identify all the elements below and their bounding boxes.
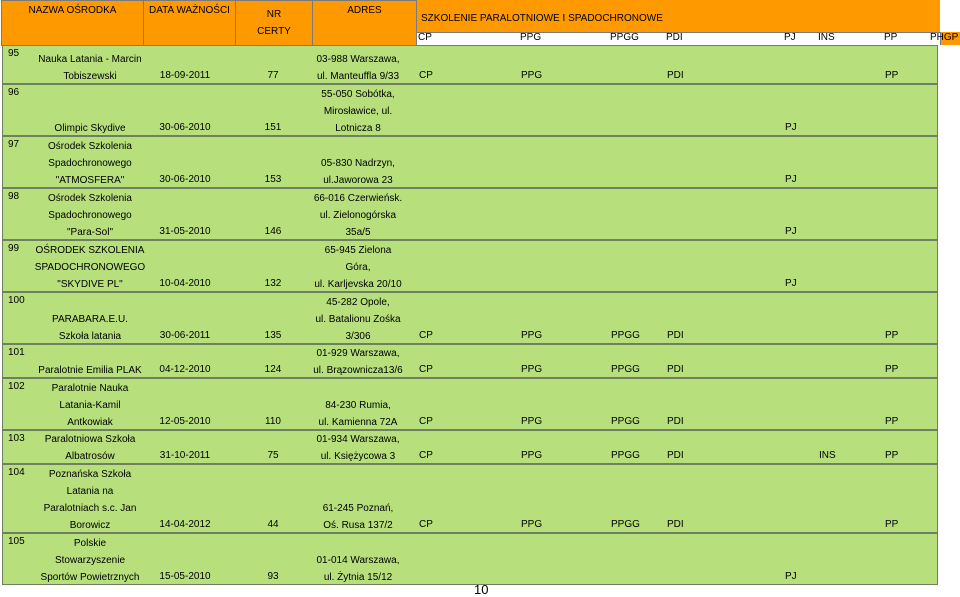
header-nr [235,0,313,46]
school-name-line: SPADOCHRONOWEGO [34,262,146,273]
header-address-label: ADRES [347,5,382,16]
school-name-line: Ośrodek Szkolenia [48,193,132,204]
validity-date: 31-05-2010 [159,226,211,237]
certificate-number: 146 [264,226,282,237]
address-line: Mirosławice, ul. [323,106,393,117]
school-name [31,380,149,431]
header-training [416,0,940,33]
header-name [1,0,144,46]
qualification-ppg: PPG [521,519,543,530]
address-line: 66-016 Czerwieńsk. [313,193,403,204]
address-line: 03-988 Warszawa, [316,54,400,65]
school-name-line: Stowarzyszenie [54,555,126,566]
row-number: 105 [8,536,25,547]
qualification-ppg: PPG [521,330,543,341]
qualification-pp: PP [885,364,899,375]
school-name-line: Polskie [73,538,107,549]
qualification-pp: PP [885,330,899,341]
table-row [2,430,938,464]
address-line: ul. Żytnia 15/12 [323,572,393,583]
school-name-line: Olimpic Skydive [54,123,126,134]
school-name-line: Ośrodek Szkolenia [48,141,132,152]
qualification-cp: CP [419,450,433,461]
table-row [2,84,938,136]
certificate-number: 44 [267,519,279,530]
address-line: ul. Kamienna 72A [318,417,398,428]
table-row [2,344,938,378]
row-number: 99 [8,243,20,254]
table-row [2,136,938,188]
table-row [2,464,938,533]
address-line: ul. Batalionu Zośka [315,314,401,325]
validity-date: 30-06-2010 [159,174,211,185]
qualification-ppg: PPG [521,364,543,375]
certificate-number: 135 [264,330,282,341]
school-name [31,362,149,379]
school-name-line: Szkoła latania [58,331,122,342]
school-name-line: Nauka Latania - Marcin [38,54,142,65]
header-nr-labels [257,6,291,40]
table-row [2,533,938,585]
qualification-pj: PJ [785,174,797,185]
qualification-pj: PJ [785,278,797,289]
validity-date: 15-05-2010 [159,571,211,582]
address-line: ul.Jaworowa 23 [323,175,393,186]
address-line: 45-282 Opole, [326,297,390,308]
address [303,431,413,465]
validity-date: 12-05-2010 [159,416,211,427]
table-row [2,378,938,430]
address [303,190,413,241]
qualification-ppgg: PPGG [611,330,640,341]
school-name-line: Latania na [66,486,114,497]
qualification-cp: CP [419,330,433,341]
qualification-pdi: PDI [667,416,684,427]
qualification-pj: PJ [785,122,797,133]
address-line: 01-014 Warszawa, [316,555,400,566]
validity-date: 18-09-2011 [159,70,211,81]
row-number: 104 [8,467,25,478]
qualification-ppgg: PPGG [611,450,640,461]
certificate-number: 77 [267,70,279,81]
qualification-pp: PP [885,450,899,461]
school-name-line: Paralotniowa Szkoła [44,434,136,445]
school-name-line: Albatrosów [65,451,115,462]
row-number: 100 [8,295,25,306]
address-line: Oś. Rusa 137/2 [323,520,393,531]
address [303,397,413,431]
address-line: 55-050 Sobótka, [321,89,395,100]
training-code-ppg: PPG [520,32,542,43]
table-row [2,292,938,344]
header-nr-line2: CERTY [257,26,291,37]
qualification-ins: INS [819,450,836,461]
school-name [31,535,149,586]
validity-date: 30-06-2011 [159,330,211,341]
school-name [31,190,149,241]
qualification-pp: PP [885,519,899,530]
address [303,86,413,137]
address-line: Lotnicza 8 [335,123,381,134]
school-name-line: Latania-Kamil [59,400,121,411]
qualification-ppg: PPG [521,70,543,81]
address-line: ul. Karljevska 20/10 [314,279,402,290]
header-training-title: SZKOLENIE PARALOTNIOWE I SPADOCHRONOWE [421,13,663,24]
training-code-pj: PJ [784,32,796,43]
certificate-number: 75 [267,450,279,461]
row-number: 97 [8,139,20,150]
school-name-line: Sportów Powietrznych [40,572,140,583]
table-row [2,240,938,292]
page-number: 10 [474,582,489,597]
address-line: ul. Księżycowa 3 [320,451,396,462]
address-line: 3/306 [345,331,371,342]
certificate-number: 132 [264,278,282,289]
qualification-pdi: PDI [667,330,684,341]
school-name-line: Tobiszewski [63,71,117,82]
school-name-line: Spadochronowego [48,158,132,169]
school-name-line: Antkowiak [67,417,113,428]
table-row [2,45,938,84]
training-code-ins: INS [818,32,835,43]
address-line: ul. Zielonogórska [319,210,397,221]
qualification-pp: PP [885,416,899,427]
validity-date: 30-06-2010 [159,122,211,133]
qualification-pj: PJ [785,226,797,237]
qualification-ppgg: PPGG [611,364,640,375]
qualification-pdi: PDI [667,519,684,530]
header-validity [143,0,236,46]
certificate-number: 93 [267,571,279,582]
qualification-pdi: PDI [667,70,684,81]
address-line: 01-934 Warszawa, [316,434,400,445]
training-code-ppgg: PPGG [610,32,639,43]
school-name [31,431,149,465]
header-name-label: NAZWA OŚRODKA [28,5,117,16]
school-name-line: Borowicz [69,520,111,531]
address [303,500,413,534]
school-name-line: Paralotnie Emilia PLAK [38,365,142,376]
row-number: 95 [8,48,20,59]
row-number: 98 [8,191,20,202]
school-name [31,466,149,534]
school-name [31,311,149,345]
school-name [31,51,149,85]
training-code-cp: CP [418,32,432,43]
header-validity-label: DATA WAŻNOŚCI [149,5,230,16]
school-name-line: Poznańska Szkoła [48,469,132,480]
address-line: ul. Manteuffla 9/33 [316,71,400,82]
table-row [2,188,938,240]
address [303,242,413,293]
qualification-ppgg: PPGG [611,519,640,530]
school-name-line: "ATMOSFERA" [55,175,125,186]
address [303,294,413,345]
validity-date: 14-04-2012 [159,519,211,530]
certificate-number: 110 [265,416,281,427]
header-nr-line1: NR [266,9,282,20]
school-name-line: "Para-Sol" [66,227,113,238]
training-code-pp: PP [884,32,898,43]
address-line: 35a/5 [345,227,371,238]
qualification-ppg: PPG [521,416,543,427]
school-name-line: Paralotniach s.c. Jan [43,503,137,514]
address [303,552,413,586]
address-line: ul. Brązownicza13/6 [313,365,403,376]
certificate-number: 151 [264,122,282,133]
address-line: Góra, [345,262,371,273]
header-address [312,0,417,46]
address [303,51,413,85]
address-line: 84-230 Rumia, [325,400,391,411]
row-number: 103 [8,433,25,444]
row-number: 96 [8,87,20,98]
qualification-ppgg: PPGG [611,416,640,427]
qualification-cp: CP [419,416,433,427]
qualification-ppg: PPG [521,450,543,461]
address-line: 05-830 Nadrzyn, [321,158,395,169]
qualification-pdi: PDI [667,364,684,375]
qualification-cp: CP [419,519,433,530]
address [303,345,413,379]
validity-date: 31-10-2011 [159,450,211,461]
address-line: 61-245 Poznań, [322,503,394,514]
qualification-cp: CP [419,70,433,81]
certificate-number: 153 [264,174,282,185]
row-number: 101 [8,347,25,358]
school-name [31,242,149,293]
training-code-pdi: PDI [666,32,683,43]
validity-date: 10-04-2010 [159,278,211,289]
school-name-line: OŚRODEK SZKOLENIA [35,245,145,256]
address-line: 01-929 Warszawa, [316,348,400,359]
training-code-phgp: PHGP [930,32,959,43]
qualification-pp: PP [885,70,899,81]
validity-date: 04-12-2010 [159,364,211,375]
address-line: 65-945 Zielona [324,245,392,256]
qualification-pdi: PDI [667,450,684,461]
school-name-line: Spadochronowego [48,210,132,221]
school-name [31,138,149,189]
qualification-cp: CP [419,364,433,375]
school-name-line: "SKYDIVE PL" [57,279,123,290]
school-name-line: PARABARA.E.U. [52,314,128,325]
qualification-pj: PJ [785,571,797,582]
school-name-line: Paralotnie Nauka [51,383,129,394]
row-number: 102 [8,381,25,392]
certificate-number: 124 [264,364,282,375]
address [303,155,413,189]
school-name [31,120,149,137]
